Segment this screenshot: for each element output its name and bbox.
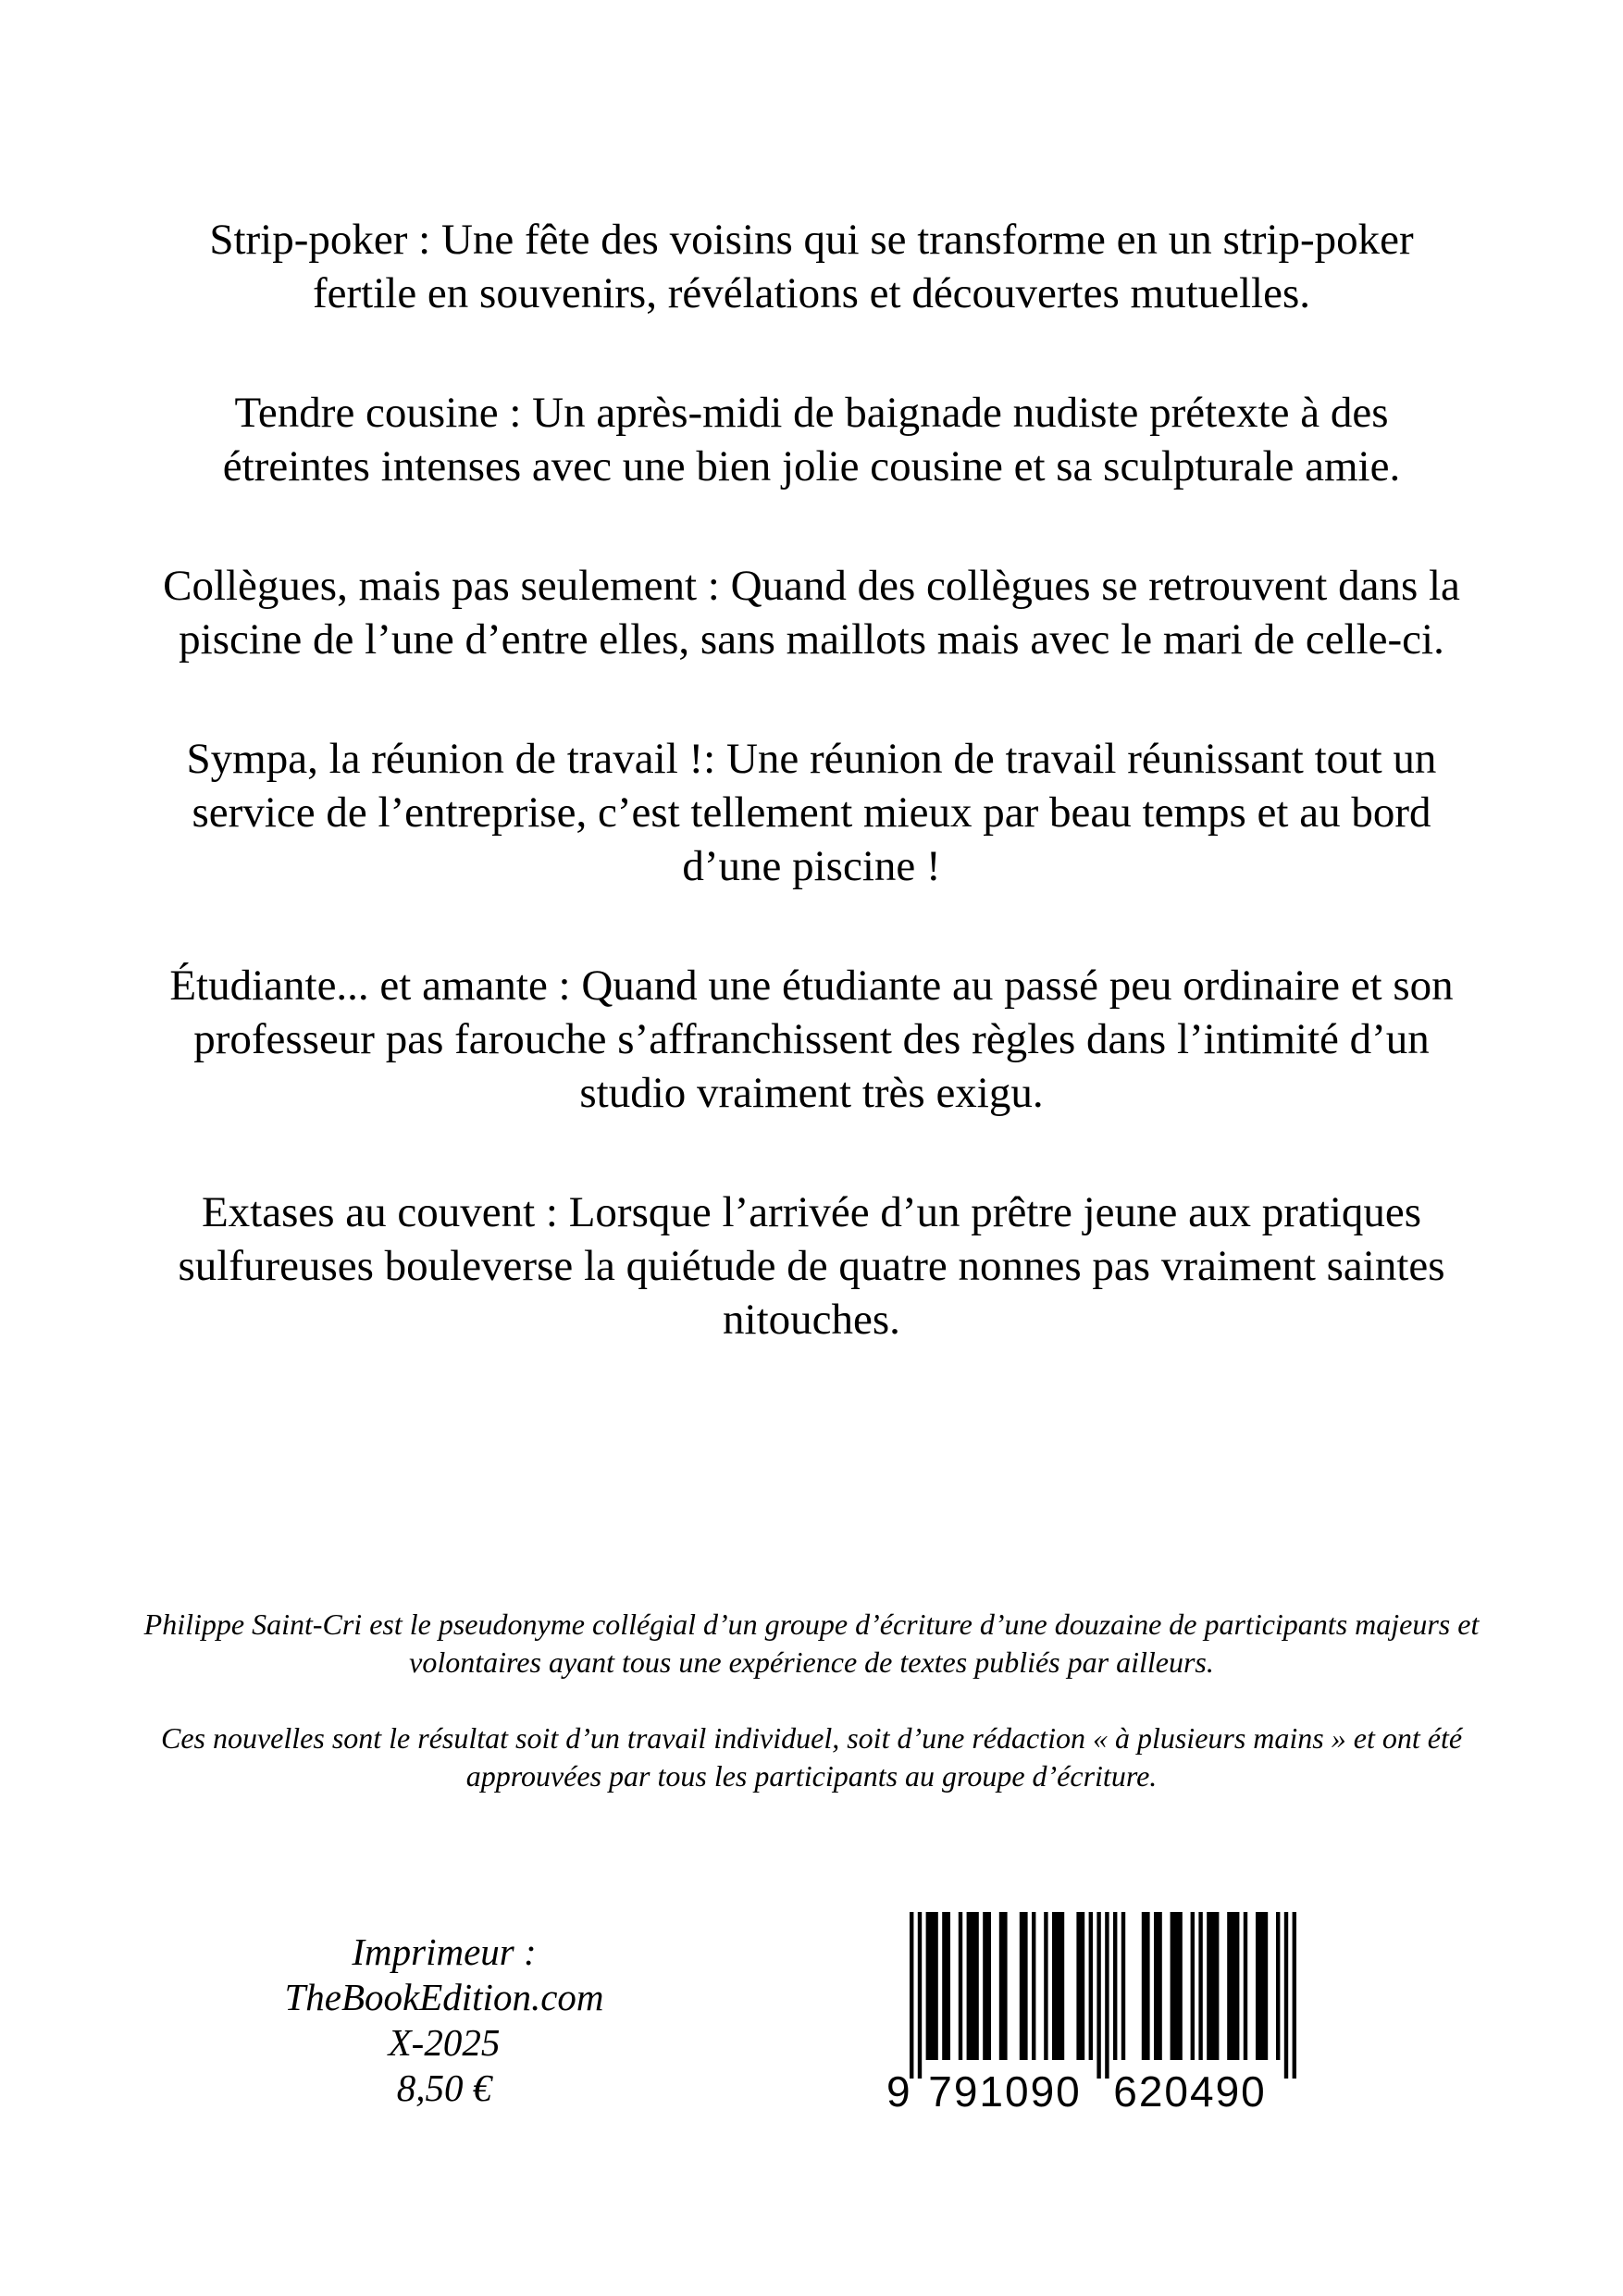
barcode-bar (1244, 1912, 1247, 2060)
barcode-bar (1121, 1912, 1125, 2060)
barcode-bar (1198, 1912, 1202, 2060)
barcode-right-group: 620490 (1113, 2067, 1267, 2112)
barcode-bar (1076, 1912, 1084, 2060)
imprint-edition: X-2025 (388, 2021, 501, 2064)
author-note-pseudonym: Philippe Saint-Cri est le pseudonyme collégial d’un groupe d’écriture d’une douzaine de participants majeurs et volontaires ayant tous une expérience de textes publiés par ailleurs. (143, 1607, 1480, 1679)
barcode-guard-bar (1096, 1912, 1100, 2079)
summary-reunion-de-travail: Sympa, la réunion de travail !: Une réunion de travail réunissant tout un service de l’entreprise, c’est tellement mieux par beau temps et au bord d’une piscine ! (186, 735, 1437, 890)
imprint-price: 8,50 € (396, 2066, 492, 2109)
barcode-bar (1276, 1912, 1280, 2060)
story-summaries (157, 213, 1466, 1347)
barcode-guard-bar (1284, 1912, 1288, 2079)
barcode-bar (999, 1912, 1008, 2060)
summary-extases-au-couvent: Extases au couvent : Lorsque l’arrivée d’un prêtre jeune aux pratiques sulfureuses bouleverse la quiétude de quatre nonnes pas vraiment saintes nitouches. (178, 1188, 1445, 1344)
barcode-bar (967, 1912, 979, 2060)
barcode-bar (1227, 1912, 1239, 2060)
barcode-bar (1052, 1912, 1064, 2060)
barcode-graphic (877, 1908, 1331, 2112)
barcode-bars (910, 1912, 1296, 2079)
barcode-bar (1142, 1912, 1150, 2060)
imprint-printer: TheBookEdition.com (284, 1976, 604, 2018)
author-note-collaboration: Ces nouvelles sont le résultat soit d’un travail individuel, soit d’une rédaction « à plusieurs mains » et ont été approuvées par tous les participants au groupe d’écriture. (160, 1721, 1463, 1793)
barcode-lead-digit: 9 (886, 2067, 911, 2112)
barcode-guard-bar (918, 1912, 922, 2079)
barcode-bar (1020, 1912, 1028, 2060)
barcode-bar (942, 1912, 950, 2060)
barcode-bar (1171, 1912, 1183, 2060)
barcode-guard-bar (1293, 1912, 1296, 2079)
barcode-left-group: 791090 (928, 2067, 1082, 2112)
author-note (139, 1606, 1484, 1795)
barcode-bar (1207, 1912, 1219, 2060)
barcode-bar (1044, 1912, 1047, 2060)
barcode-guard-bar (1105, 1912, 1109, 2079)
barcode-bar (1191, 1912, 1195, 2060)
barcode-bar (983, 1912, 991, 2060)
barcode-bar (1154, 1912, 1162, 2060)
barcode-guard-bar (910, 1912, 913, 2079)
summary-tendre-cousine: Tendre cousine : Un après-midi de baignade nudiste prétexte à des étreintes intenses avec une bien jolie cousine et sa sculpturale amie. (222, 389, 1401, 490)
barcode-bar (1089, 1912, 1093, 2060)
imprint-label: Imprimeur : (352, 1930, 537, 1973)
barcode-bar (1256, 1912, 1268, 2060)
imprint-block (241, 1930, 648, 2111)
barcode-bar (1113, 1912, 1117, 2060)
summary-etudiante: Étudiante... et amante : Quand une étudiante au passé peu ordinaire et son professeur pas farouche s’affranchissent des règles dans l’intimité d’un studio vraiment très exigu. (169, 962, 1454, 1117)
summary-collegues: Collègues, mais pas seulement : Quand des collègues se retrouvent dans la piscine de l’une d’entre elles, sans maillots mais avec le mari de celle-ci. (163, 562, 1460, 664)
barcode-bar (926, 1912, 938, 2060)
barcode-bar (959, 1912, 962, 2060)
summary-strip-poker: Strip-poker : Une fête des voisins qui se transforme en un strip-poker fertile en souvenirs, révélations et découvertes mutuelles. (209, 216, 1414, 317)
isbn-barcode (877, 1908, 1331, 2112)
barcode-bar (1032, 1912, 1035, 2060)
